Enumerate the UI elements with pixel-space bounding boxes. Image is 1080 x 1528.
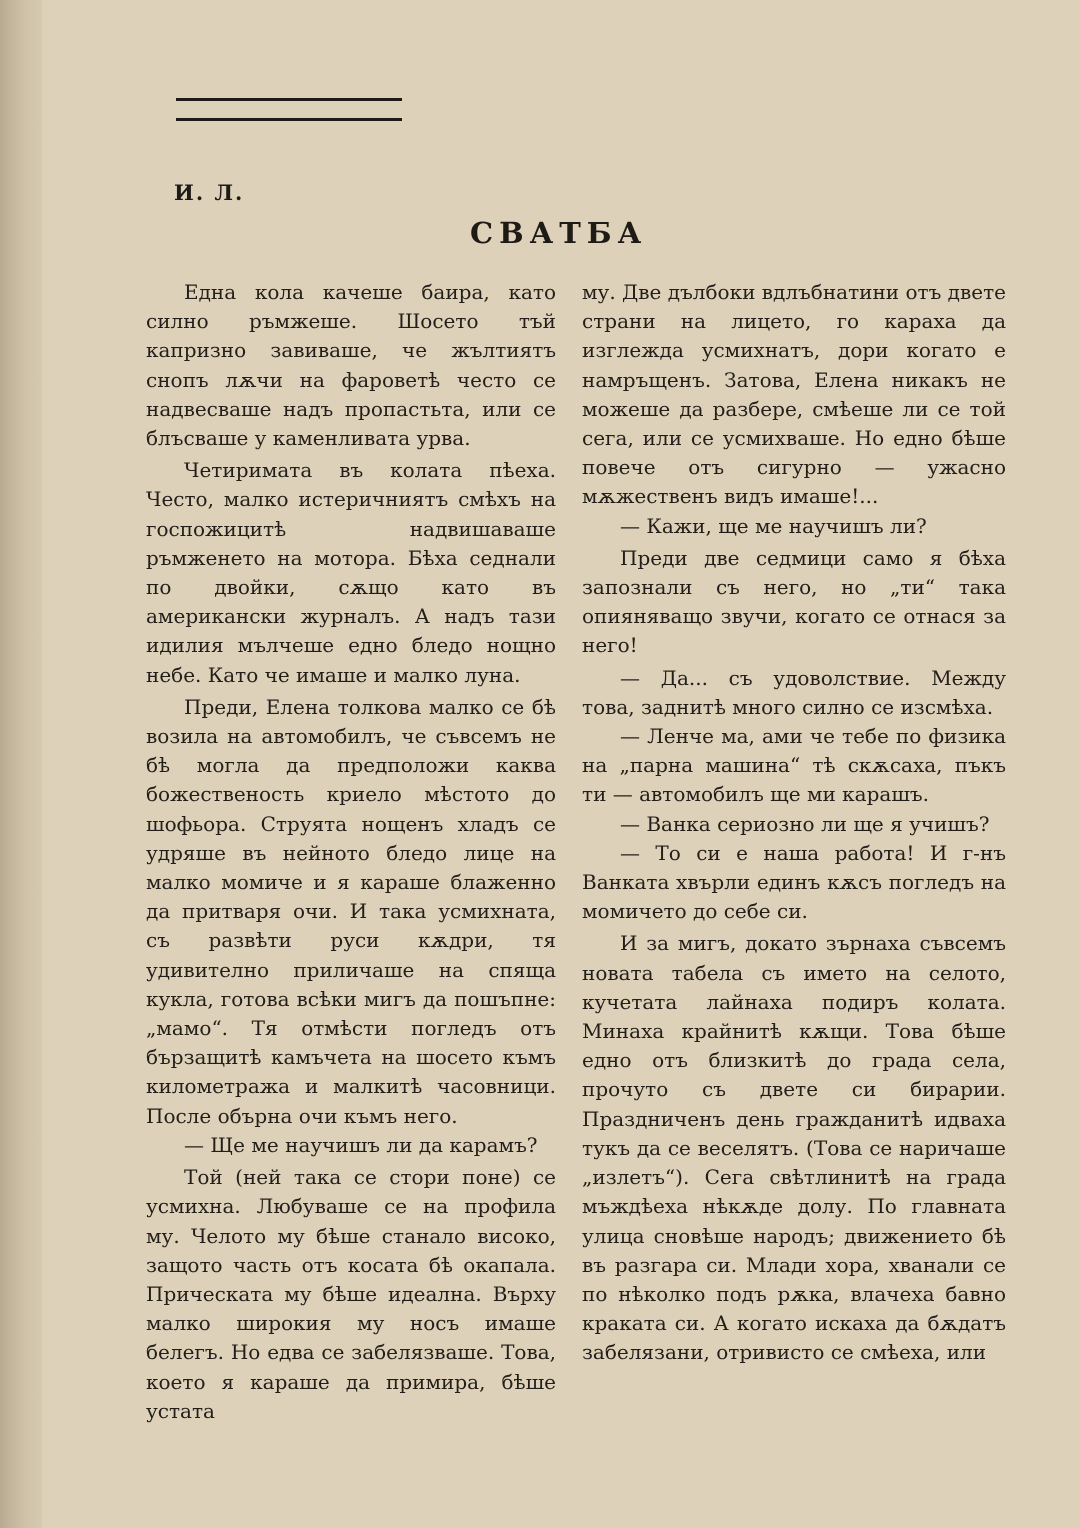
dialogue-line: — Кажи, ще ме научишъ ли? xyxy=(620,513,927,538)
paragraph: Преди две седмици само я бѣха запознали съ него, но „ти“ така опияняващо звучи, когато се отнася за него! xyxy=(582,545,1006,658)
article-title: СВАТБА xyxy=(470,216,648,250)
page-edge xyxy=(0,0,43,1528)
header-rule-bottom xyxy=(176,118,402,121)
dialogue-line: — Ванка сериозно ли ще я учишъ? xyxy=(620,811,990,836)
paragraph: Преди, Елена толкова малко се бѣ возила на автомобилъ, че съвсемъ не бѣ могла да предположи каква божественость криело мѣстото до шофьора. Струята нощенъ хладъ се удряше въ нейното бледо лице на малко момиче и я караше блаженно да притваря очи. И така усмихната, съ развѣти руси кѫдри, тя удивително приличаше на спяща кукла, готова всѣки мигъ да пошъпне: „мамо“. Тя отмѣсти погледъ отъ бързащитѣ камъчета на шосето къмъ километража и малкитѣ часовници. После обърна очи къмъ него. xyxy=(146,694,556,1128)
left-column xyxy=(146,278,556,1426)
dialogue-line: — Да... съ удоволствие. Между това, заднитѣ много силно се изсмѣха. xyxy=(582,665,1006,719)
paragraph: Една кола качеше баира, като силно ръмжеше. Шосето тъй капризно завиваше, че жълтиятъ снопъ лѫчи на фароветѣ често се надвесваше надъ пропастьта, или се блъсваше у каменливата урва. xyxy=(146,280,556,451)
dialogue-line: — Ще ме научишъ ли да карамъ? xyxy=(184,1132,538,1157)
paragraph: Четиримата въ колата пѣеха. Често, малко истеричниятъ смѣхъ на госпожицитѣ надвишаваше ръмженето на мотора. Бѣха седнали по двойки, сѫщо като въ американски журналъ. А надъ тази идилия мълчеше едно бледо нощно небе. Като че имаше и малко луна. xyxy=(146,458,556,687)
header-rule-top xyxy=(176,98,402,101)
author-initials: И. Л. xyxy=(174,180,245,205)
dialogue-line: — То си е наша работа! И г-нъ Ванката хвърли единъ кѫсъ погледъ на момичето до себе си. xyxy=(582,840,1006,924)
paragraph: И за мигъ, докато зърнаха съвсемъ новата табела съ името на селото, кучетата лайнаха подиръ колата. Минаха крайнитѣ кѫщи. Това бѣше едно отъ близкитѣ до града села, прочуто съ двете си бирарии. Праздниченъ день гражданитѣ идваха тукъ да се веселятъ. (Това се наричаше „излетъ“). Сега свѣтлинитѣ на града мъждѣеха нѣкѫде долу. По главната улица сновѣше народъ; движението бѣ въ разгара си. Млади хора, хванали се по нѣколко подъ рѫка, влачеха бавно краката си. А когато искаха да бѫдатъ забелязани, отривисто се смѣеха, или xyxy=(582,931,1006,1365)
dialogue-line: — Ленче ма, ами че тебе по физика на „парна машина“ тѣ скѫсаха, пъкъ ти — автомобилъ ще ми карашъ. xyxy=(582,724,1006,807)
right-column xyxy=(582,278,1006,1368)
paragraph: Той (ней така се стори поне) се усмихна. Любуваше се на профила му. Челото му бѣше станало високо, защото часть отъ косата бѣ окапала. Прическата му бѣше идеална. Върху малко широкия му носъ имаше белегъ. Но едва се забелязваше. Това, което я караше да примира, бѣше устата xyxy=(146,1165,556,1423)
paragraph: му. Две дълбоки вдлъбнатини отъ двете страни на лицето, го караха да изглежда усмихнатъ, дори когато е намръщенъ. Затова, Елена никакъ не можеше да разбере, смѣеше ли се той сега, или се усмихваше. Но едно бѣше повече отъ сигурно — ужасно мѫжественъ видъ имаше!... xyxy=(582,280,1006,509)
